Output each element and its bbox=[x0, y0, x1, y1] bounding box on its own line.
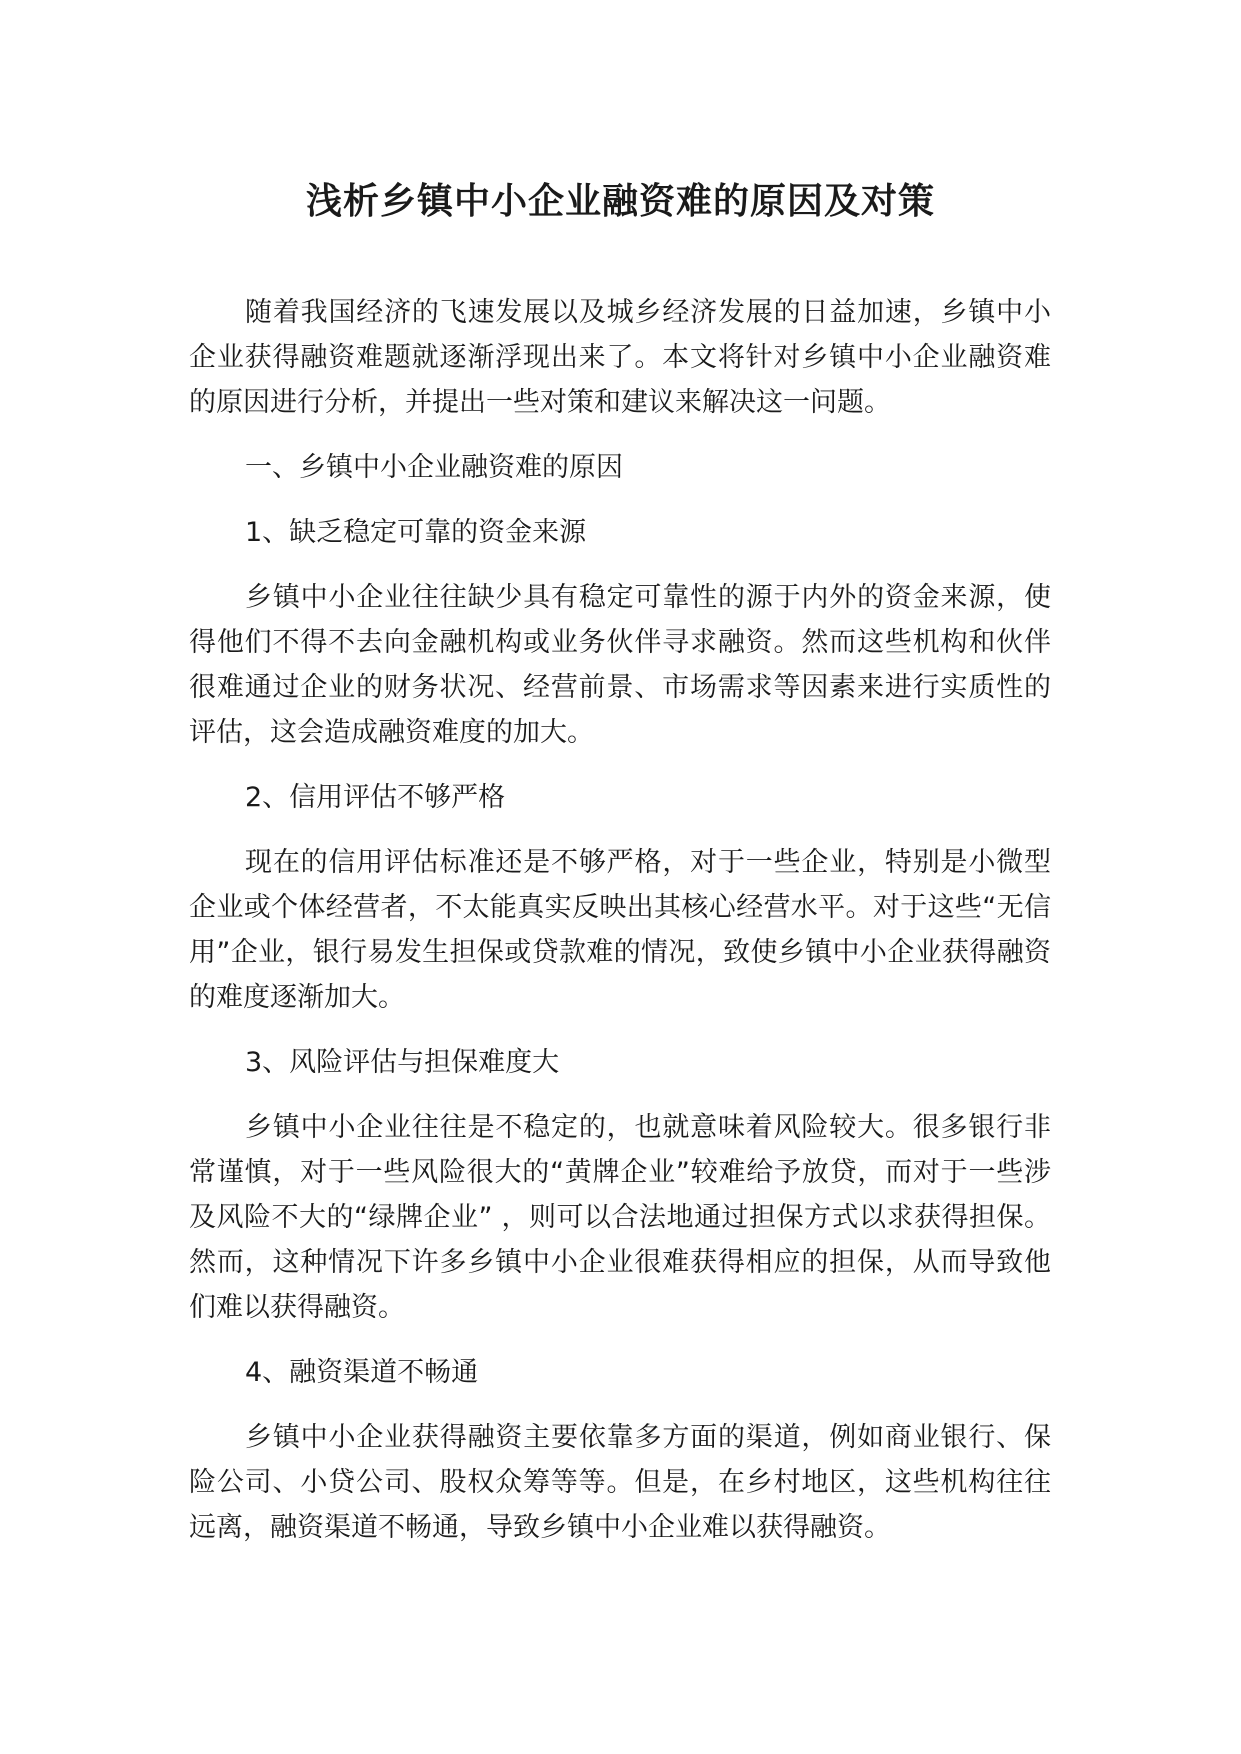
section-heading-causes: 一、乡镇中小企业融资难的原因 bbox=[245, 452, 623, 483]
paragraph-intro: 随着我国经济的飞速发展以及城乡经济发展的日益加速，乡镇中小企业获得融资难题就逐渐浮现出来了。本文将针对乡镇中小企业融资难的原因进行分析，并提出一些对策和建议来解决这一问题。 bbox=[189, 297, 1051, 418]
subheading-1: 1、缺乏稳定可靠的资金来源 bbox=[245, 517, 587, 548]
paragraph-2: 现在的信用评估标准还是不够严格，对于一些企业，特别是小微型企业或个体经营者，不太能真实反映出其核心经营水平。对于这些“无信用”企业，银行易发生担保或贷款难的情况，致使乡镇中小企业获得融资的难度逐渐加大。 bbox=[189, 847, 1051, 1013]
document-body bbox=[189, 290, 1051, 1570]
subheading-4: 4、融资渠道不畅通 bbox=[245, 1357, 479, 1388]
subheading-2: 2、信用评估不够严格 bbox=[245, 782, 506, 813]
subheading-3: 3、风险评估与担保难度大 bbox=[245, 1047, 560, 1078]
paragraph-3: 乡镇中小企业往往是不稳定的，也就意味着风险较大。很多银行非常谨慎，对于一些风险很大的“黄牌企业”较难给予放贷，而对于一些涉及风险不大的“绿牌企业” ，则可以合法地通过担保方式以求获得担保。然而，这种情况下许多乡镇中小企业很难获得相应的担保，从而导致他们难以获得融资。 bbox=[189, 1112, 1051, 1323]
paragraph-4: 乡镇中小企业获得融资主要依靠多方面的渠道，例如商业银行、保险公司、小贷公司、股权众筹等等。但是，在乡村地区，这些机构往往远离，融资渠道不畅通，导致乡镇中小企业难以获得融资。 bbox=[189, 1422, 1051, 1543]
paragraph-1: 乡镇中小企业往往缺少具有稳定可靠性的源于内外的资金来源，使得他们不得不去向金融机构或业务伙伴寻求融资。然而这些机构和伙伴很难通过企业的财务状况、经营前景、市场需求等因素来进行实质性的评估，这会造成融资难度的加大。 bbox=[189, 582, 1051, 748]
document-title: 浅析乡镇中小企业融资难的原因及对策 bbox=[305, 181, 935, 222]
